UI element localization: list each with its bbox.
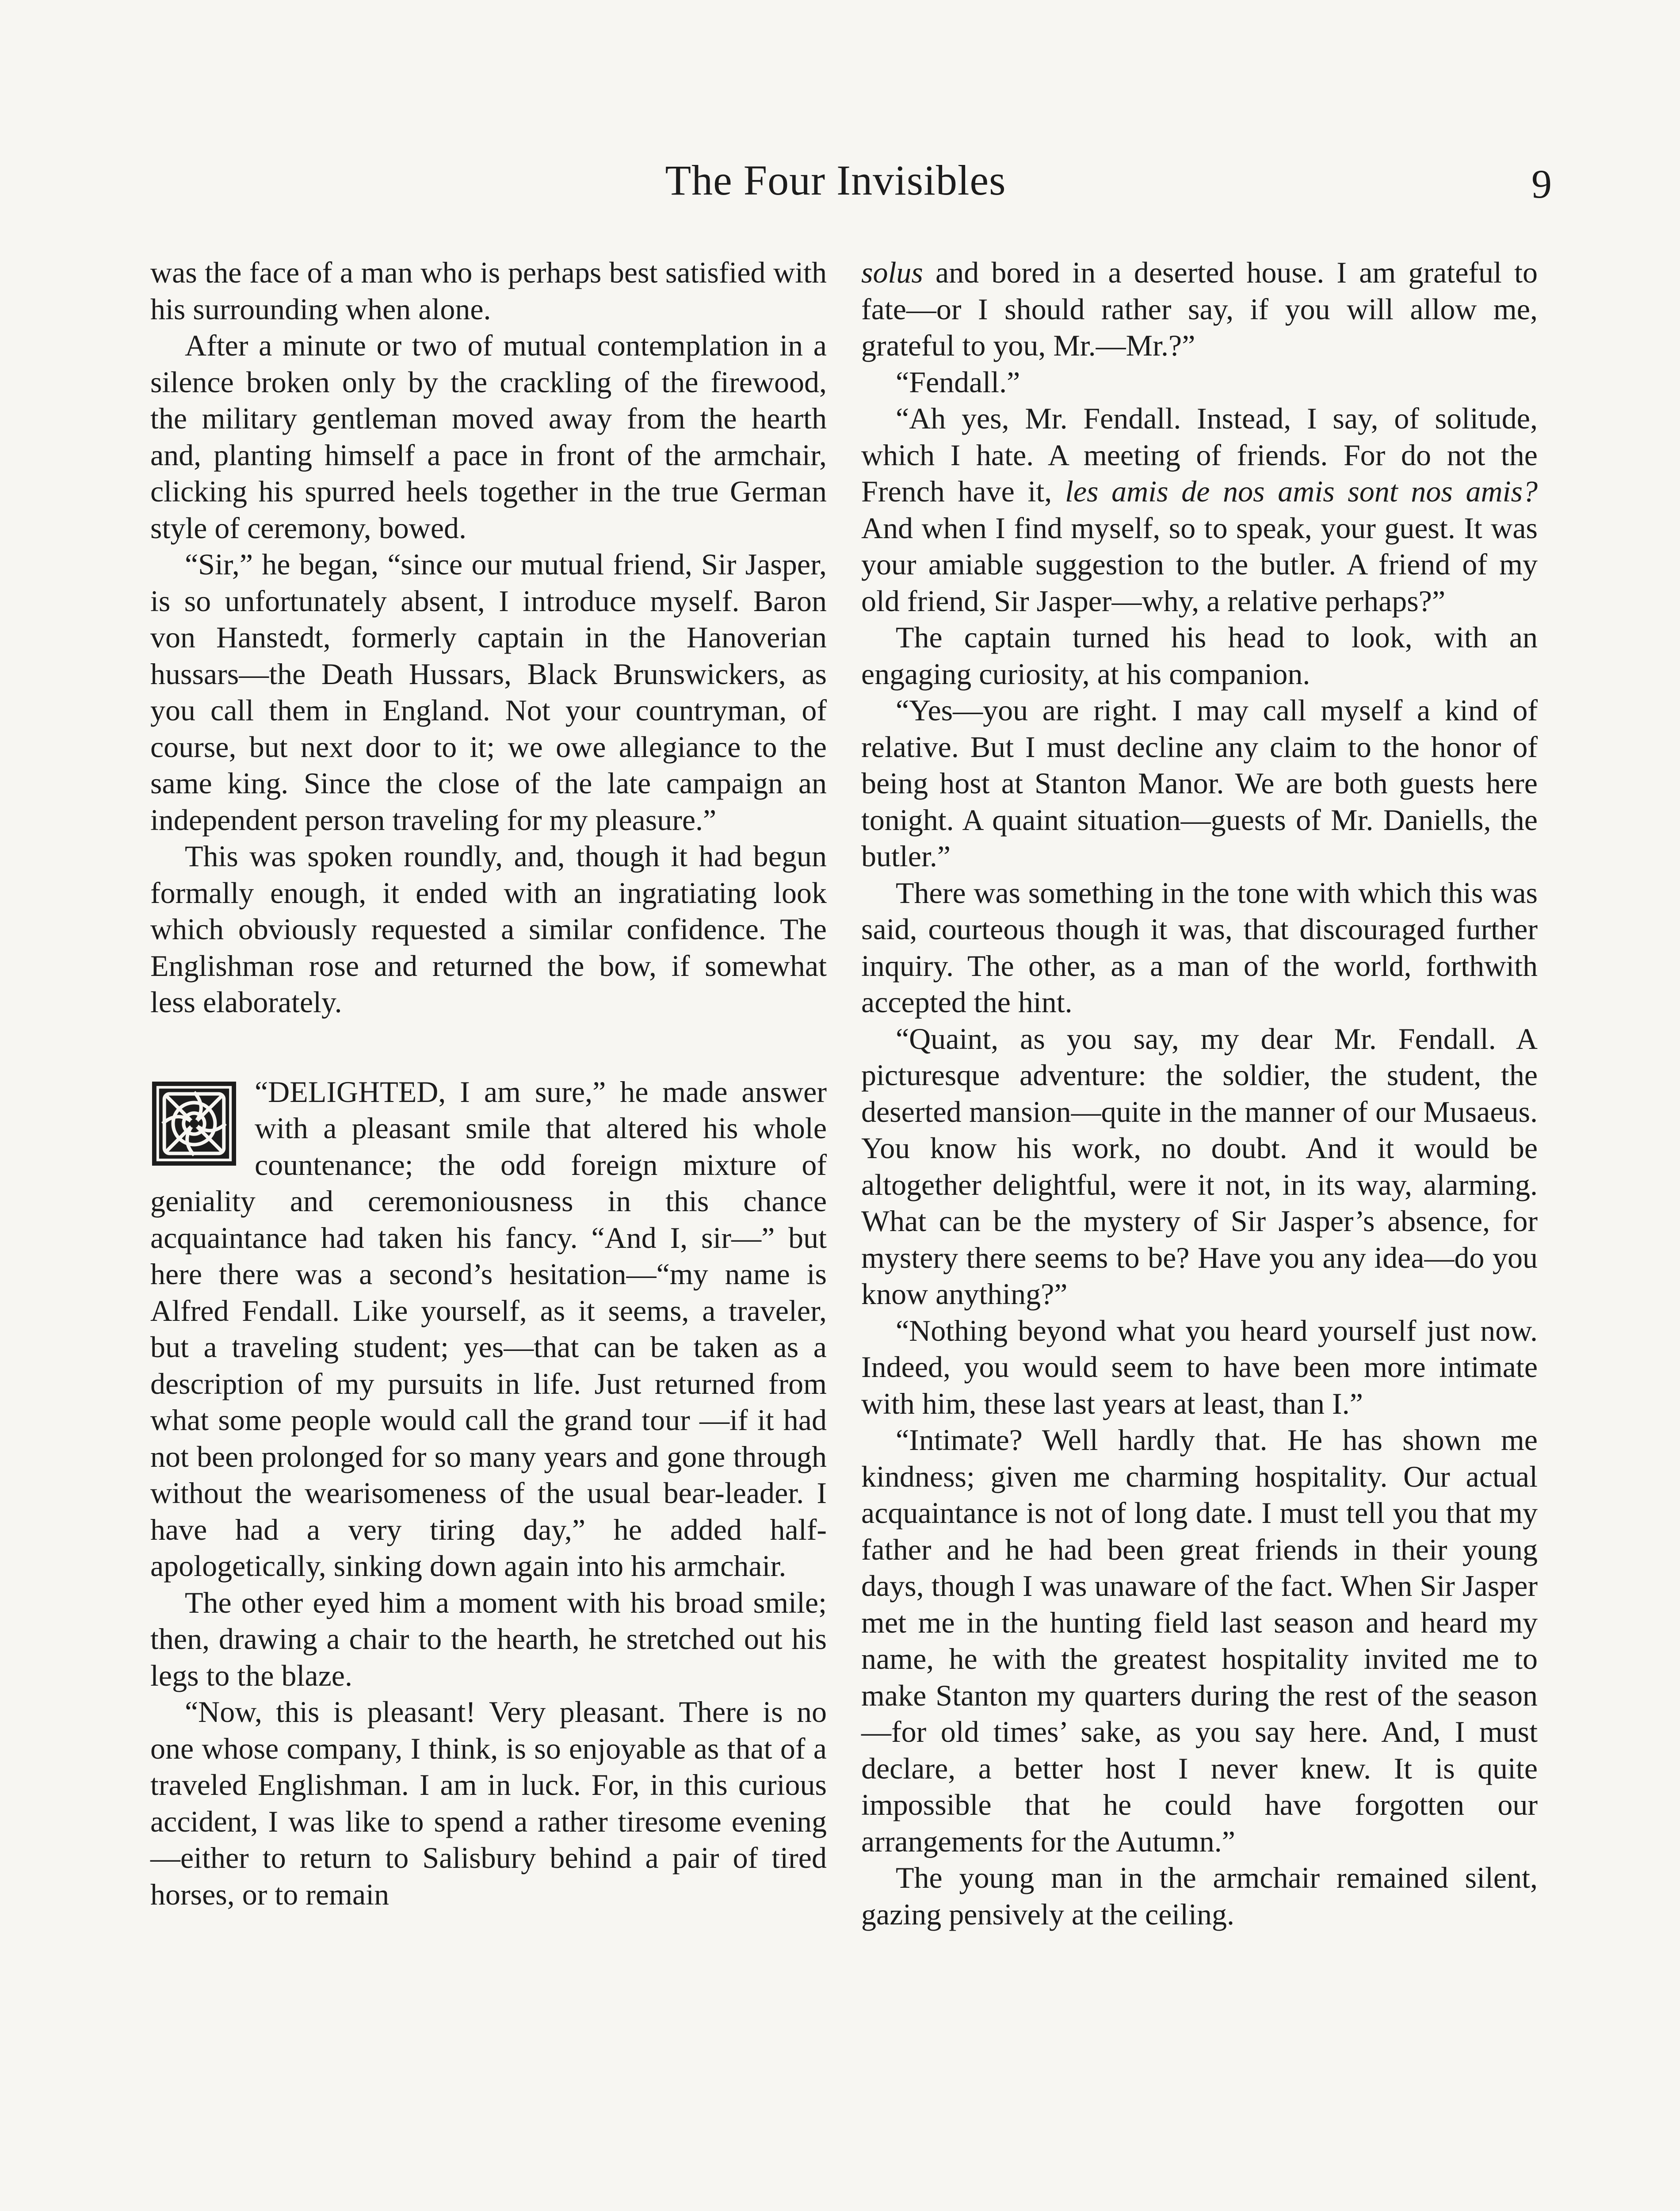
paragraph: The other eyed him a moment with his broad smile; then, drawing a chair to the hearth, he stretched out his legs to the blaze. [150, 1585, 827, 1692]
page-number: 9 [1531, 161, 1552, 207]
paragraph: “Now, this is pleasant! Very pleasant. There is no one whose company, I think, is so enjoyable as that of a traveled Englishman. I am in luck. For, in this curious accident, I was like to spend a rather tiresome evening—either to return to Salisbury behind a pair of tired horses, or to remain [150, 1695, 827, 1911]
paragraph: There was something in the tone with which this was said, courteous though it was, that discouraged further inquiry. The other, as a man of the world, forthwith accepted the hint. [861, 876, 1538, 1019]
paragraph [861, 254, 1538, 364]
running-title: The Four Invisibles [665, 157, 1006, 204]
paragraph: The young man in the armchair remained silent, gazing pensively at the ceiling. [861, 1861, 1538, 1931]
paragraph: “DELIGHTED, I am sure,” he made answer with a pleasant smile that altered his whole countenance; the odd foreign mixture of geniality and ceremoniousness in this chance acquaintance had taken his fancy. “And I, sir—” but here there was a second’s hesitation—“my name is Alfred Fendall. Like yourself, as it seems, a traveler, but a traveling student; yes—that can be taken as a description of my pursuits in life. Just returned from what some people would call the grand tour —if it had not been prolonged for so many years and gone through without the wearisomeness of the usual bear-leader. I have had a very tiring day,” he added half-apologetically, sinking down again into his armchair. [150, 1075, 827, 1583]
paragraph [861, 400, 1538, 619]
section-break [150, 1021, 827, 1074]
italic-text: les amis de nos amis sont nos amis? [1065, 474, 1538, 508]
paragraph: “Intimate? Well hardly that. He has shown me kindness; given me charming hospitality. Our actual acquaintance is not of long date. I must tell you that my father and he had been great friends in their young days, though I was unaware of the fact. When Sir Jasper met me in the hunting field last season and heard my name, he with the greatest hospitality invited me to make Stanton my quarters during the rest of the season—for old times’ sake, as you say here. And, I must declare, a better host I never knew. It is quite impossible that he could have forgotten our arrangements for the Autumn.” [861, 1423, 1538, 1858]
italic-text: solus [861, 256, 923, 289]
left-column [150, 254, 827, 1913]
paragraph: “Fendall.” [896, 365, 1020, 399]
celtic-knot-ornament-icon [150, 1080, 238, 1167]
text-run: and bored in a deserted house. I am grateful to fate—or I should rather say, if you will allow me, grateful to you, Mr.—Mr.?” [861, 256, 1538, 362]
right-column [861, 254, 1538, 1932]
paragraph: “Yes—you are right. I may call myself a kind of relative. But I must decline any claim to the honor of being host at Stanton Manor. We are both guests here tonight. A quaint situation—guests of Mr. Daniells, the butler.” [861, 693, 1538, 873]
paragraph: was the face of a man who is perhaps best satisfied with his surrounding when alone. [150, 256, 827, 326]
paragraph: “Quaint, as you say, my dear Mr. Fendall. A picturesque adventure: the soldier, the student, the deserted mansion—quite in the manner of our Musaeus. You know his work, no doubt. And it would be altogether delightful, were it not, in its way, alarming. What can be the mystery of Sir Jasper’s absence, for mystery there seems to be? Have you any idea—do you know anything?” [861, 1021, 1538, 1311]
paragraph: The captain turned his head to look, with an engaging curiosity, at his companion. [861, 620, 1538, 691]
paragraph: “Sir,” he began, “since our mutual friend, Sir Jasper, is so unfortunately absent, I introduce myself. Baron von Hanstedt, formerly captain in the Hanoverian hussars—the Death Hussars, Black Brunswickers, as you call them in England. Not your countryman, of course, but next door to it; we owe allegiance to the same king. Since the close of the late campaign an independent person traveling for my pleasure.” [150, 547, 827, 837]
paragraph: “Nothing beyond what you heard yourself just now. Indeed, you would seem to have been more intimate with him, these last years at least, than I.” [861, 1313, 1538, 1420]
paragraph: After a minute or two of mutual contemplation in a silence broken only by the crackling of the firewood, the military gentleman moved away from the hearth and, planting himself a pace in front of the armchair, clicking his spurred heels together in the true German style of ceremony, bowed. [150, 329, 827, 545]
text-run: “Ah yes, Mr. Fendall. Instead, I say, of solitude, which I hate. A meeting of friends. For do not the French have it, [861, 402, 1538, 508]
paragraph: This was spoken roundly, and, though it had begun formally enough, it ended with an ingratiating look which obviously requested a similar confidence. The Englishman rose and returned the bow, if somewhat less elaborately. [150, 839, 827, 1019]
text-run: And when I find myself, so to speak, your guest. It was your amiable suggestion to the butler. A friend of my old friend, Sir Jasper—why, a relative perhaps?” [861, 511, 1538, 618]
